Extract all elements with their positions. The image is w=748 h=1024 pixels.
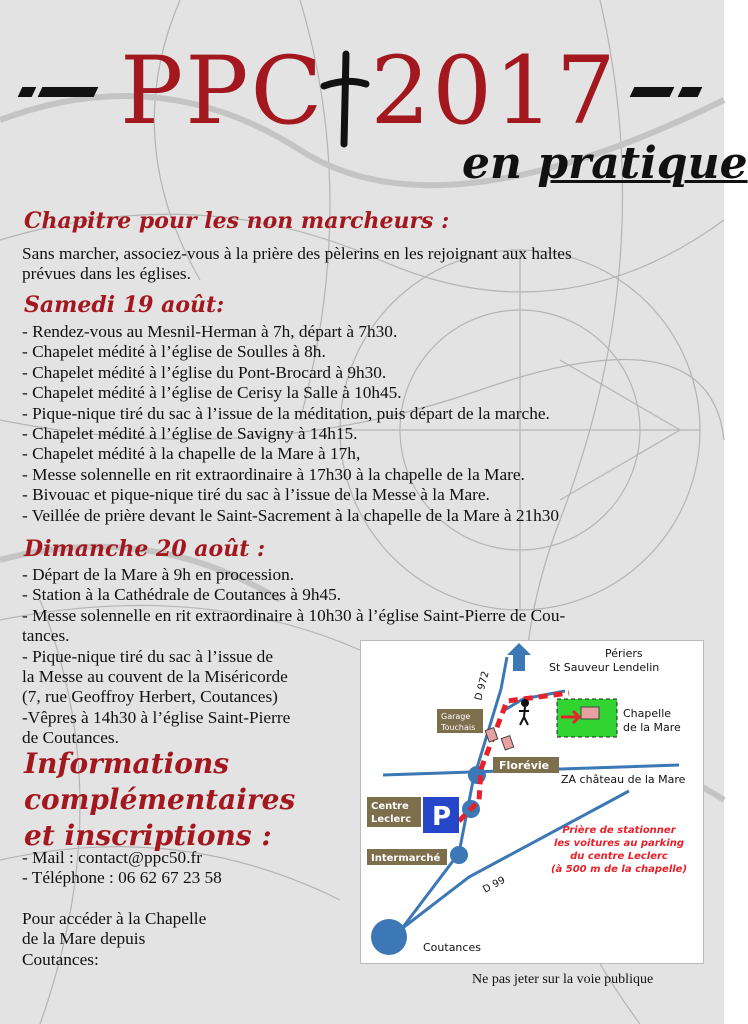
title-dash-right-small <box>678 87 703 97</box>
list-item: tances. <box>22 626 70 646</box>
list-item: - Pique-nique tiré du sac à l’issue de <box>22 646 273 666</box>
parking-note-line: les voitures au parking <box>553 838 685 849</box>
parking-letter: P <box>432 802 452 832</box>
list-item: - Station à la Cathédrale de Coutances à 9h45. <box>22 585 342 605</box>
touchais-label: Touchais <box>441 723 476 732</box>
parking-note-line: du centre Leclerc <box>570 851 668 862</box>
list-item: - Chapelet médité à l’église de Soulles à 8h. <box>22 342 326 362</box>
d99-label: D 99 <box>481 874 508 896</box>
text-line: prévues dans les églises. <box>22 264 191 284</box>
text-line: Sans marcher, associez-vous à la prière des pèlerins en les rejoignant aux haltes <box>22 244 572 263</box>
list-item: - Rendez-vous au Mesnil-Herman à 7h, départ à 7h30. <box>22 322 398 341</box>
contact-info <box>22 848 222 889</box>
text-line: de la Mare depuis <box>22 929 146 949</box>
title-main: PPC <box>120 37 325 146</box>
title-dash-left <box>38 87 99 97</box>
list-item: - Chapelet médité à l’église du Pont-Brocard à 9h30. <box>22 362 387 382</box>
section-heading-non-walkers: Chapitre pour les non marcheurs : <box>24 208 450 234</box>
saturday-list <box>22 322 559 526</box>
garage-label: Garage <box>441 712 471 721</box>
pedestrian-icon <box>519 700 529 725</box>
footer-note: Ne pas jeter sur la voie publique <box>472 972 654 987</box>
section-heading-saturday: Samedi 19 août: <box>24 292 225 318</box>
info-heading-line: et inscriptions : <box>24 819 272 852</box>
text-line: Pour accéder à la Chapelle <box>22 909 207 928</box>
list-item: - Messe solennelle en rit extraordinaire à 10h30 à l’église Saint-Pierre de Cou- <box>22 605 566 625</box>
arrow-up-icon <box>507 643 531 671</box>
za-label: ZA château de la Mare <box>561 773 686 786</box>
st-sauveur-label: St Sauveur Lendelin <box>549 661 660 674</box>
list-item: - Veillée de prière devant le Saint-Sacrement à la chapelle de la Mare à 21h30 <box>22 505 560 525</box>
access-text <box>22 909 206 970</box>
title-block <box>0 37 724 152</box>
leclerc-label: Leclerc <box>371 814 412 825</box>
intermarche-label: Intermarché <box>371 853 441 864</box>
roundabout-intermarche <box>450 846 468 864</box>
d972-label: D 972 <box>473 669 492 702</box>
access-map <box>360 640 704 964</box>
page-title <box>120 37 618 146</box>
section-heading-sunday: Dimanche 20 août : <box>24 536 266 562</box>
centre-label: Centre <box>371 801 409 812</box>
contact-phone: - Téléphone : 06 62 67 23 58 <box>22 868 222 888</box>
parking-note <box>551 824 687 875</box>
chapelle-label: Chapelle <box>623 707 672 720</box>
text-line: Coutances: <box>22 949 99 969</box>
title-dash-left-small <box>18 87 37 97</box>
garage-building <box>501 736 514 750</box>
florevie-label: Florévie <box>499 759 550 772</box>
coutances-label: Coutances <box>423 941 481 954</box>
list-item: - Pique-nique tiré du sac à l’issue de la méditation, puis départ de la marche. <box>22 403 550 423</box>
roundabout-coutances <box>371 919 407 955</box>
list-item: - Départ de la Mare à 9h en procession. <box>22 565 295 584</box>
list-item: -Vêpres à 14h30 à l’église Saint-Pierre <box>22 707 291 727</box>
list-item: - Chapelet médité à la chapelle de la Mare à 17h, <box>22 444 361 464</box>
title-year: 2017 <box>370 37 618 146</box>
list-item: - Chapelet médité à l’église de Cerisy la Salle à 10h45. <box>22 383 402 403</box>
contact-mail: - Mail : contact@ppc50.fr <box>22 848 203 867</box>
parking-note-line: Prière de stationner <box>562 825 676 836</box>
list-item: de Coutances. <box>22 728 119 748</box>
info-heading-line: Informations <box>24 747 230 780</box>
cross-icon <box>322 52 368 146</box>
title-dash-right <box>630 87 675 97</box>
subtitle: en pratique <box>462 138 748 189</box>
chapel-building <box>581 707 599 719</box>
info-heading-line: complémentaires <box>24 783 296 816</box>
list-item: (7, rue Geoffroy Herbert, Coutances) <box>22 687 278 707</box>
list-item: la Messe au couvent de la Miséricorde <box>22 667 288 687</box>
parking-note-line: (à 500 m de la chapelle) <box>550 864 688 875</box>
list-item: - Bivouac et pique-nique tiré du sac à l’issue de la Messe à la Mare. <box>22 485 490 505</box>
section-non-walkers-text <box>22 244 572 285</box>
de-la-mare-label: de la Mare <box>623 721 681 734</box>
list-item: - Messe solennelle en rit extraordinaire à 17h30 à la chapelle de la Mare. <box>22 464 525 484</box>
section-heading-info <box>24 746 295 854</box>
list-item: - Chapelet médité à l’église de Savigny à 14h15. <box>22 424 358 444</box>
periers-label: Périers <box>605 647 643 660</box>
